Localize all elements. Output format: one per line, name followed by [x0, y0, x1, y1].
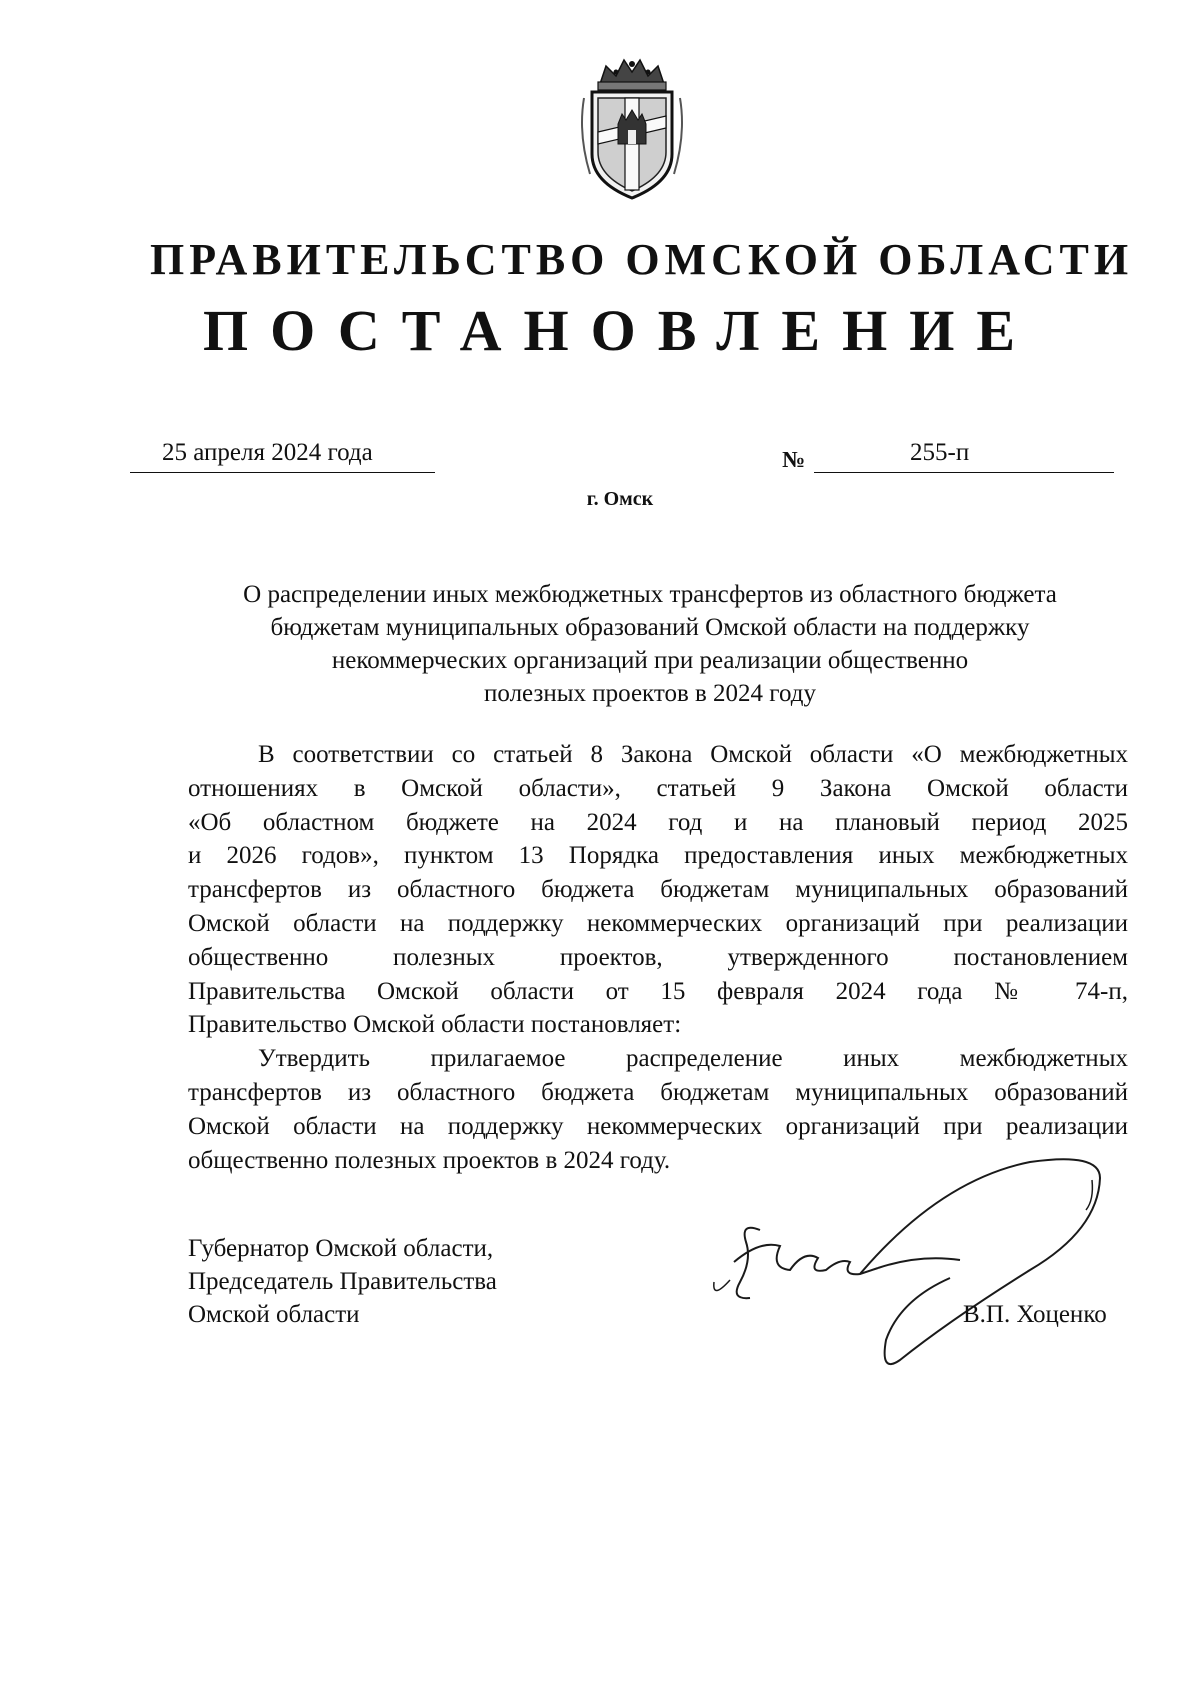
body-line: Омской области на поддержку некоммерческих организаций при реализации [188, 909, 1128, 937]
subject-line: бюджетам муниципальных образований Омской области на поддержку [270, 614, 1030, 641]
body-line: Правительство Омской области постановляет: [188, 1011, 682, 1039]
body-line: общественно полезных проектов, утвержденного постановлением [188, 943, 1128, 971]
body-line: трансфертов из областного бюджета бюджетам муниципальных образований [188, 1078, 1128, 1106]
document-type: ПОСТАНОВЛЕНИЕ [202, 298, 1038, 363]
signer-position-line: Председатель Правительства [188, 1268, 497, 1295]
signer-position [188, 1232, 497, 1331]
document-subject [170, 578, 1130, 710]
body-line: отношениях в Омской области», статьей 9 Закона Омской области [188, 774, 1128, 802]
body-line: трансфертов из областного бюджета бюджетам муниципальных образований [188, 876, 1128, 904]
signer-name: В.П. Хоценко [963, 1301, 1107, 1328]
body-line: Правительства Омской области от 15 февраля 2024 года № 74-п, [188, 977, 1128, 1005]
document-city: г. Омск [586, 488, 654, 510]
number-sign: № [782, 447, 806, 472]
handwritten-signature [700, 1150, 1110, 1370]
body-line: «Об областном бюджете на 2024 год и на плановый период 2025 [188, 808, 1128, 836]
document-number: 255-п [910, 439, 970, 466]
body-line: В соответствии со статьей 8 Закона Омской области «О межбюджетных [258, 741, 1128, 768]
body-line: Омской области на поддержку некоммерческих организаций при реализации [188, 1112, 1128, 1140]
subject-line: некоммерческих организаций при реализации общественно [331, 647, 969, 674]
coat-of-arms-icon [570, 54, 694, 202]
document-body [188, 738, 1128, 1177]
date-field [130, 438, 435, 473]
subject-line: полезных проектов в 2024 году [484, 680, 816, 707]
body-line: общественно полезных проектов в 2024 году. [188, 1146, 671, 1174]
document-date: 25 апреля 2024 года [162, 439, 373, 466]
number-field [814, 438, 1114, 473]
signer-position-line: Омской области [188, 1301, 360, 1328]
body-line: Утвердить прилагаемое распределение иных межбюджетных [258, 1045, 1128, 1073]
body-line: и 2026 годов», пунктом 13 Порядка предоставления иных межбюджетных [188, 842, 1128, 870]
subject-line: О распределении иных межбюджетных трансфертов из областного бюджета [243, 581, 1057, 608]
signer-position-line: Губернатор Омской области, [188, 1235, 494, 1262]
organization-name: ПРАВИТЕЛЬСТВО ОМСКОЙ ОБЛАСТИ [150, 235, 1134, 284]
